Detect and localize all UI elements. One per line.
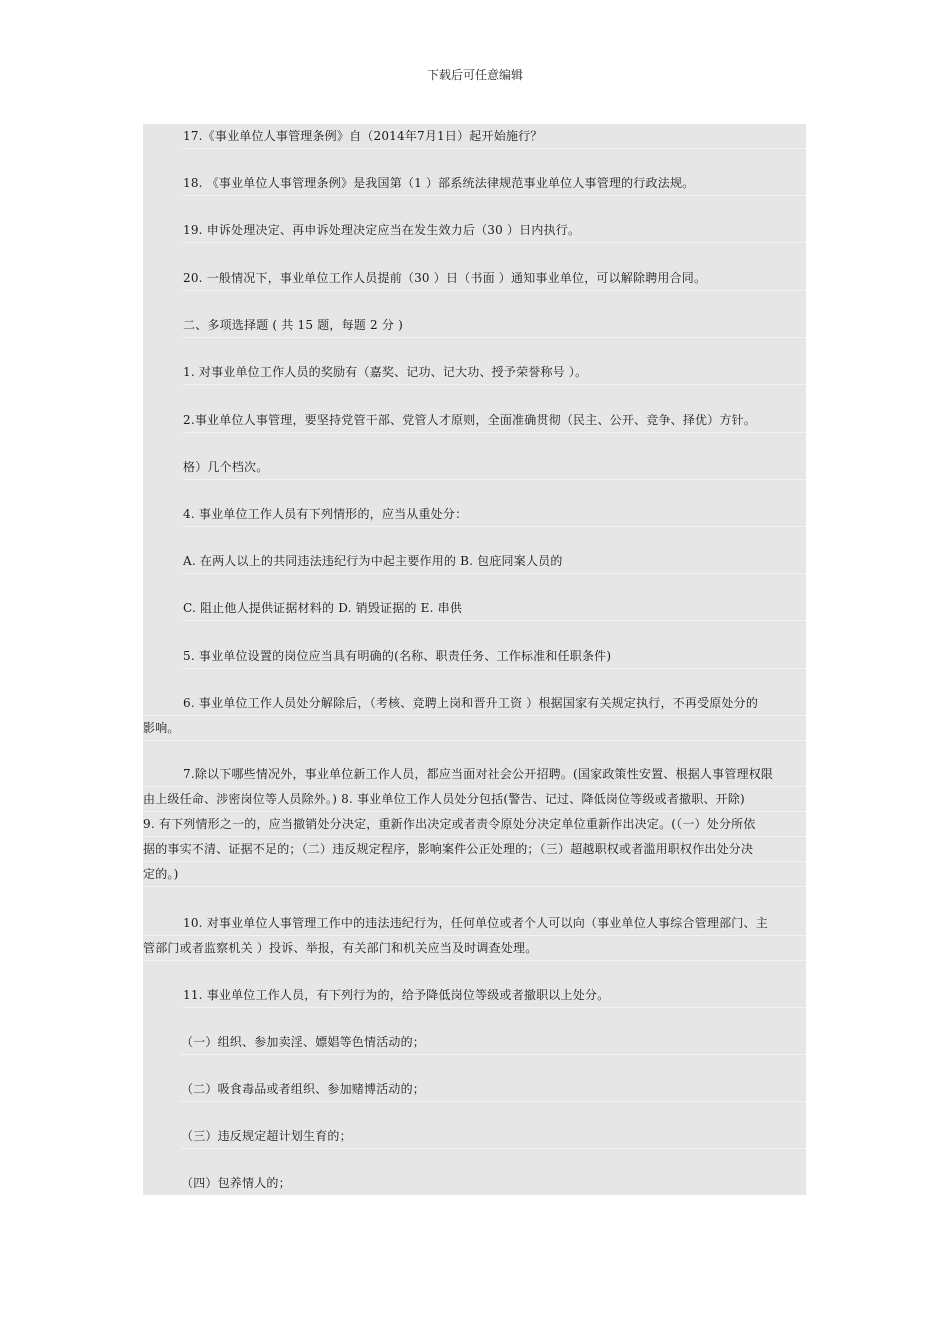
- mc-question-5: 5. 事业单位设置的岗位应当具有明确的(名称、职责任务、工作标准和任职条件): [143, 644, 806, 669]
- mc-question-4-options-ab: A. 在两人以上的共同违法违纪行为中起主要作用的 B. 包庇同案人员的: [143, 549, 806, 574]
- mc-question-1: 1. 对事业单位工作人员的奖励有（嘉奖、记功、记大功、授予荣誉称号 ）。: [143, 360, 806, 385]
- question-19: 19. 申诉处理决定、再申诉处理决定应当在发生效力后（30 ）日内执行。: [143, 218, 806, 243]
- document-content: [143, 124, 806, 1195]
- mc-question-10: 10. 对事业单位人事管理工作中的违法违纪行为，任何单位或者个人可以向（事业单位人事综合管理部门、主 管部门或者监察机关 ）投诉、举报，有关部门和机关应当及时调查处理。: [143, 911, 806, 961]
- section-heading-multiple-choice: 二、多项选择题 ( 共 15 题，每题 2 分 ): [143, 313, 806, 338]
- question-17: 17.《事业单位人事管理条例》自（2014年7月1日）起开始施行？: [143, 124, 806, 149]
- question-20: 20. 一般情况下，事业单位工作人员提前（30 ）日（书面 ）通知事业单位，可以解除聘用合同。: [143, 266, 806, 291]
- page-header: 下载后可任意编辑: [426, 68, 523, 82]
- mc-question-6: 6. 事业单位工作人员处分解除后，（考核、竞聘上岗和晋升工资 ）根据国家有关规定执行，不再受原处分的 影响。: [143, 691, 806, 741]
- mc-question-4: 4. 事业单位工作人员有下列情形的，应当从重处分：: [143, 502, 806, 527]
- mc-question-11: 11. 事业单位工作人员，有下列行为的，给予降低岗位等级或者撤职以上处分。: [143, 983, 806, 1008]
- mc-question-4-options-cde: C. 阻止他人提供证据材料的 D. 销毁证据的 E. 串供: [143, 596, 806, 621]
- sub-item-1: （一）组织、参加卖淫、嫖娼等色情活动的；: [143, 1030, 806, 1055]
- mc-question-3-fragment: 格）几个档次。: [143, 455, 806, 480]
- mc-question-7-9: 7.除以下哪些情况外，事业单位新工作人员，都应当面对社会公开招聘。(国家政策性安置、根据人事管理权限 由上级任命、涉密岗位等人员除外。) 8. 事业单位工作人员处分包括(警告、记过、降低岗位等级或者撤职、开除) 9. 有下列情形之一的，应当撤销处分决定，重新作出决定或者责令原处分决定单位重新作出决定。(（一）处分所依 据的事实不清、证据不足的；（二）违反规定程序，影响案件公正处理的；（三）超越职权或者滥用职权作出处分决 定的。): [143, 762, 806, 887]
- sub-item-3: （三）违反规定超计划生育的；: [143, 1124, 806, 1149]
- sub-item-4: （四）包养情人的；: [143, 1171, 806, 1195]
- question-18: 18. 《事业单位人事管理条例》是我国第（1 ）部系统法律规范事业单位人事管理的行政法规。: [143, 171, 806, 196]
- mc-question-2: 2.事业单位人事管理，要坚持党管干部、党管人才原则，全面准确贯彻（民主、公开、竞争、择优）方针。: [143, 408, 806, 433]
- sub-item-2: （二）吸食毒品或者组织、参加赌博活动的；: [143, 1077, 806, 1102]
